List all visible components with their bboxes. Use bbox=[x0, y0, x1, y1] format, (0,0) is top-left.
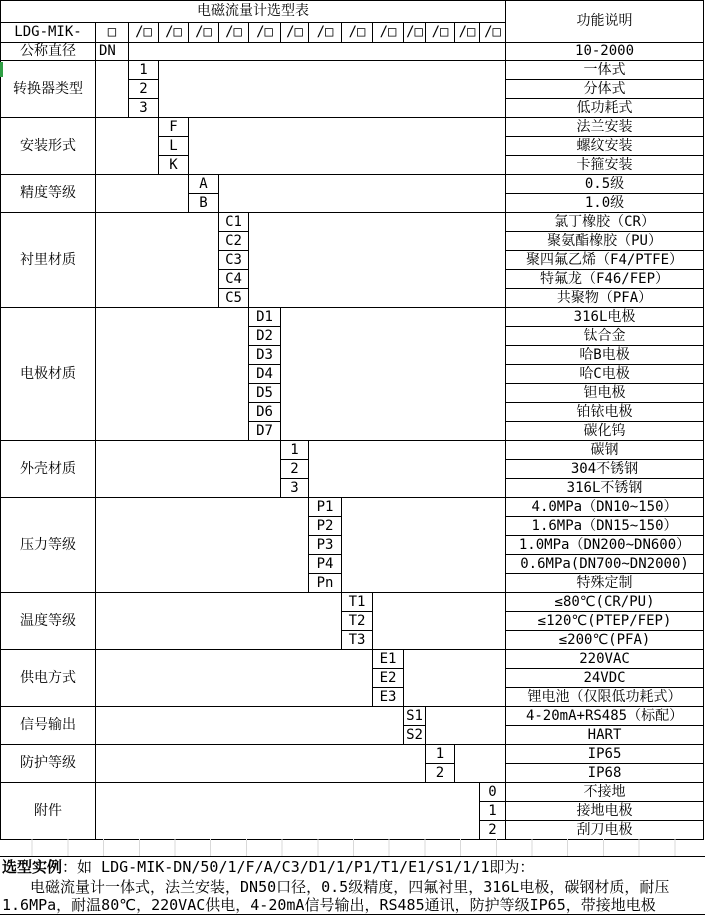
code-cell: 2 bbox=[129, 80, 159, 99]
description-cell: 钛合金 bbox=[506, 327, 704, 346]
code-cell: D2 bbox=[249, 327, 281, 346]
code-cell: 2 bbox=[480, 821, 506, 840]
category-label: 精度等级 bbox=[1, 175, 96, 213]
description-cell: 钽电极 bbox=[506, 384, 704, 403]
code-cell: F bbox=[159, 118, 189, 137]
description-cell: 碳钢 bbox=[506, 441, 704, 460]
spacer-cell bbox=[129, 43, 506, 61]
description-cell: 4-20mA+RS485（标配） bbox=[506, 707, 704, 726]
example-line-3: 1.6MPa，耐温80℃，220VAC供电，4-20mA信号输出，RS485通讯，防护等级IP65，带接地电极 bbox=[2, 896, 656, 914]
code-cell: 1 bbox=[129, 61, 159, 80]
code-cell: Pn bbox=[309, 574, 342, 593]
spacer-cell bbox=[342, 498, 506, 593]
cell-flag-marker bbox=[0, 62, 3, 77]
code-cell: P3 bbox=[309, 536, 342, 555]
spacer-cell bbox=[96, 61, 129, 118]
category-label: 供电方式 bbox=[1, 650, 96, 707]
code-slot-slash-box-13: /□ bbox=[480, 23, 506, 43]
description-cell: 316L不锈钢 bbox=[506, 479, 704, 498]
page-title: 电磁流量计选型表 bbox=[1, 1, 506, 23]
example-code: ：如 LDG-MIK-DN/50/1/F/A/C3/D1/1/P1/T1/E1/S1/1/1即为： bbox=[62, 858, 535, 876]
spacer-cell bbox=[96, 213, 219, 308]
description-cell: 一体式 bbox=[506, 61, 704, 80]
table-row bbox=[1, 498, 704, 517]
description-cell: 分体式 bbox=[506, 80, 704, 99]
spacer-cell bbox=[219, 175, 506, 213]
description-cell: 0.5级 bbox=[506, 175, 704, 194]
code-cell: D7 bbox=[249, 422, 281, 441]
table-row bbox=[1, 175, 704, 194]
table-row bbox=[1, 61, 704, 80]
code-cell: D4 bbox=[249, 365, 281, 384]
description-cell: 24VDC bbox=[506, 669, 704, 688]
description-cell: 不接地 bbox=[506, 783, 704, 802]
description-cell: 锂电池（仅限低功耗式） bbox=[506, 688, 704, 707]
spacer-cell bbox=[309, 441, 506, 498]
category-label: 信号输出 bbox=[1, 707, 96, 745]
description-cell: HART bbox=[506, 726, 704, 745]
example-heading: 选型实例 bbox=[2, 858, 63, 876]
spacer-cell bbox=[281, 308, 506, 441]
diameter-code: DN bbox=[96, 43, 129, 61]
spacer-cell bbox=[189, 118, 506, 175]
description-cell: 1.6MPa（DN15~150） bbox=[506, 517, 704, 536]
code-cell: D3 bbox=[249, 346, 281, 365]
code-cell: P1 bbox=[309, 498, 342, 517]
description-cell: 碳化钨 bbox=[506, 422, 704, 441]
code-cell: B bbox=[189, 194, 219, 213]
description-cell: 共聚物（PFA） bbox=[506, 289, 704, 308]
category-label: 附件 bbox=[1, 783, 96, 840]
code-cell: L bbox=[159, 137, 189, 156]
code-slot-box: □ bbox=[96, 23, 129, 43]
category-label: 电极材质 bbox=[1, 308, 96, 441]
spreadsheet-gridline-row bbox=[0, 839, 703, 856]
description-cell: 氯丁橡胶（CR） bbox=[506, 213, 704, 232]
spacer-cell bbox=[96, 175, 189, 213]
table-row bbox=[1, 593, 704, 612]
code-cell: S1 bbox=[404, 707, 426, 726]
code-cell: S2 bbox=[404, 726, 426, 745]
category-label: 衬里材质 bbox=[1, 213, 96, 308]
description-cell: ≤120℃(PTEP/FEP) bbox=[506, 612, 704, 631]
code-slot-slash-box-11: /□ bbox=[426, 23, 455, 43]
code-slot-slash-box-10: /□ bbox=[404, 23, 426, 43]
description-cell: 哈B电极 bbox=[506, 346, 704, 365]
description-cell: ≤200℃(PFA) bbox=[506, 631, 704, 650]
spacer-cell bbox=[249, 213, 506, 308]
code-cell: C1 bbox=[219, 213, 249, 232]
code-slot-slash-box-8: /□ bbox=[342, 23, 373, 43]
spacer-cell bbox=[96, 593, 342, 650]
code-cell: 1 bbox=[281, 441, 309, 460]
code-cell: 1 bbox=[480, 802, 506, 821]
code-slot-slash-box-2: /□ bbox=[159, 23, 189, 43]
description-cell: 聚氨酯橡胶（PU） bbox=[506, 232, 704, 251]
code-cell: D1 bbox=[249, 308, 281, 327]
category-label: 安装形式 bbox=[1, 118, 96, 175]
table-row bbox=[1, 118, 704, 137]
table-row bbox=[1, 213, 704, 232]
code-cell: 2 bbox=[426, 764, 455, 783]
code-cell: 3 bbox=[281, 479, 309, 498]
description-cell: 特殊定制 bbox=[506, 574, 704, 593]
code-cell: C3 bbox=[219, 251, 249, 270]
code-cell: 3 bbox=[129, 99, 159, 118]
code-cell: D6 bbox=[249, 403, 281, 422]
description-cell: 刮刀电极 bbox=[506, 821, 704, 840]
category-label: 温度等级 bbox=[1, 593, 96, 650]
code-cell: A bbox=[189, 175, 219, 194]
description-cell: 接地电极 bbox=[506, 802, 704, 821]
table-row bbox=[1, 308, 704, 327]
code-cell: C2 bbox=[219, 232, 249, 251]
spacer-cell bbox=[96, 441, 281, 498]
description-cell: 1.0MPa（DN200~DN600） bbox=[506, 536, 704, 555]
spacer-cell bbox=[426, 707, 506, 745]
description-cell: 低功耗式 bbox=[506, 99, 704, 118]
selection-example bbox=[0, 856, 705, 915]
description-cell: 特氟龙（F46/FEP） bbox=[506, 270, 704, 289]
code-cell: T3 bbox=[342, 631, 373, 650]
code-cell: P4 bbox=[309, 555, 342, 574]
code-cell: T1 bbox=[342, 593, 373, 612]
table-row bbox=[1, 745, 704, 764]
spacer-cell bbox=[96, 308, 249, 441]
description-cell: 螺纹安装 bbox=[506, 137, 704, 156]
table-row bbox=[1, 441, 704, 460]
description-cell: 316L电极 bbox=[506, 308, 704, 327]
description-cell: ≤80℃(CR/PU) bbox=[506, 593, 704, 612]
description-cell: 法兰安装 bbox=[506, 118, 704, 137]
description-cell: 220VAC bbox=[506, 650, 704, 669]
code-cell: K bbox=[159, 156, 189, 175]
code-cell: 1 bbox=[426, 745, 455, 764]
code-cell: E2 bbox=[373, 669, 404, 688]
code-cell: T2 bbox=[342, 612, 373, 631]
category-label-diameter: 公称直径 bbox=[1, 43, 96, 61]
code-cell: 0 bbox=[480, 783, 506, 802]
code-cell: E3 bbox=[373, 688, 404, 707]
example-line-1 bbox=[0, 857, 705, 878]
code-slot-slash-box-1: /□ bbox=[129, 23, 159, 43]
description-cell: 4.0MPa（DN10~150） bbox=[506, 498, 704, 517]
example-line-2: 电磁流量计一体式，法兰安装，DN50口径，0.5级精度，四氟衬里，316L电极，碳钢材质，耐压 bbox=[30, 878, 670, 896]
description-cell: 304不锈钢 bbox=[506, 460, 704, 479]
description-cell: 卡箍安装 bbox=[506, 156, 704, 175]
code-slot-slash-box-7: /□ bbox=[309, 23, 342, 43]
spacer-cell bbox=[96, 707, 404, 745]
category-label: 防护等级 bbox=[1, 745, 96, 783]
description-cell: 0.6MPa(DN700~DN2000) bbox=[506, 555, 704, 574]
code-slot-slash-box-12: /□ bbox=[455, 23, 480, 43]
spacer-cell bbox=[159, 61, 506, 118]
spacer-cell bbox=[455, 745, 506, 783]
code-cell: 2 bbox=[281, 460, 309, 479]
code-slot-slash-box-6: /□ bbox=[281, 23, 309, 43]
code-cell: C4 bbox=[219, 270, 249, 289]
code-slot-slash-box-4: /□ bbox=[219, 23, 249, 43]
table-row bbox=[1, 783, 704, 802]
code-cell: E1 bbox=[373, 650, 404, 669]
diameter-description: 10-2000 bbox=[506, 43, 704, 61]
code-cell: C5 bbox=[219, 289, 249, 308]
spacer-cell bbox=[96, 783, 480, 840]
spacer-cell bbox=[96, 650, 373, 707]
category-label: 外壳材质 bbox=[1, 441, 96, 498]
description-cell: 聚四氟乙烯（F4/PTFE） bbox=[506, 251, 704, 270]
model-prefix: LDG-MIK- bbox=[1, 23, 96, 43]
code-cell: D5 bbox=[249, 384, 281, 403]
spacer-cell bbox=[404, 650, 506, 707]
code-cell: P2 bbox=[309, 517, 342, 536]
code-slot-slash-box-3: /□ bbox=[189, 23, 219, 43]
category-label: 压力等级 bbox=[1, 498, 96, 593]
code-slot-slash-box-9: /□ bbox=[373, 23, 404, 43]
description-cell: 铂铱电极 bbox=[506, 403, 704, 422]
table-row bbox=[1, 650, 704, 669]
category-label: 转换器类型 bbox=[1, 61, 96, 118]
description-cell: IP65 bbox=[506, 745, 704, 764]
table-row bbox=[1, 1, 704, 23]
code-slot-slash-box-5: /□ bbox=[249, 23, 281, 43]
description-cell: 1.0级 bbox=[506, 194, 704, 213]
spacer-cell bbox=[96, 118, 159, 175]
spacer-cell bbox=[96, 745, 426, 783]
table-row bbox=[1, 707, 704, 726]
function-description-header: 功能说明 bbox=[506, 1, 704, 43]
spacer-cell bbox=[373, 593, 506, 650]
description-cell: 哈C电极 bbox=[506, 365, 704, 384]
table-row bbox=[1, 43, 704, 61]
spacer-cell bbox=[96, 498, 309, 593]
description-cell: IP68 bbox=[506, 764, 704, 783]
